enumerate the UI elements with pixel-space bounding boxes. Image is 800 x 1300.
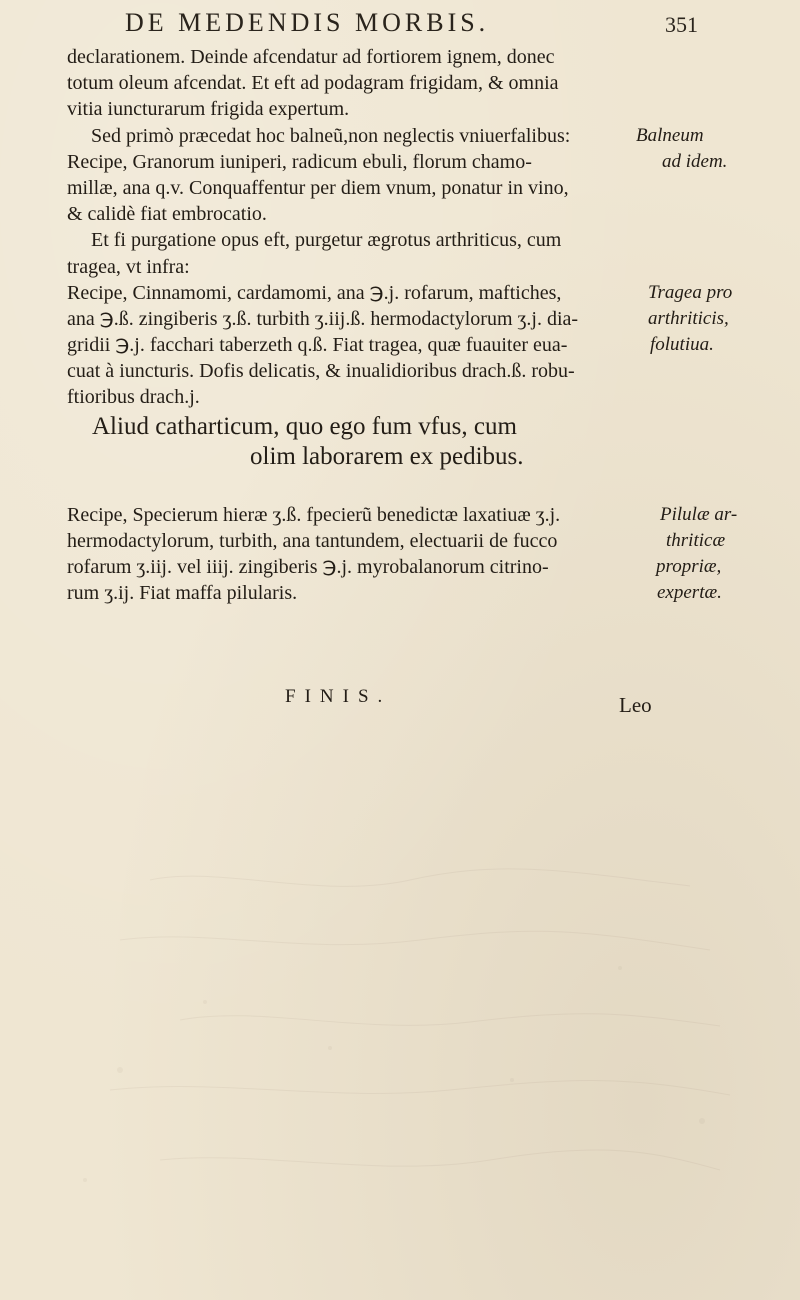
text-line-8: Et fi purgatione opus eft, purgetur ægrotus arthriticus, cum [91,229,562,251]
text-line-11: ana ℈.ß. zingiberis ʒ.ß. turbith ʒ.iij.ß. hermodactylorum ʒ.j. dia- [67,308,579,330]
text-line-18: rum ʒ.ij. Fiat maffa pilularis. [67,582,298,604]
text-line-16: hermodactylorum, turbith, ana tantundem, electuarii de fucco [67,530,558,552]
margin-note-pilulae-ar: Pilulæ ar- [660,504,738,525]
text-line-2: totum oleum afcendat. Et eft ad podagram frigidam, & omnia [67,72,559,94]
text-line-14: ftioribus drach.j. [67,386,200,408]
margin-note-solutiua: folutiua. [650,334,714,355]
margin-note-thriticae: thriticæ [666,530,726,551]
text-line-10: Recipe, Cinnamomi, cardamomi, ana ℈.j. rofarum, maftiches, [67,282,562,304]
text-line-4: Sed primò præcedat hoc balneũ,non neglectis vniuerfalibus: [91,125,571,147]
text-line-17: rofarum ʒ.iij. vel iiij. zingiberis ℈.j. myrobalanorum citrino- [67,556,549,578]
margin-note-tragea-pro: Tragea pro [648,282,733,303]
margin-note-ad-idem: ad idem. [662,151,728,172]
margin-note-balneum: Balneum [636,125,704,146]
running-title: DE MEDENDIS MORBIS. [125,8,490,37]
margin-note-arthriticis: arthriticis, [648,308,729,329]
text-line-5: Recipe, Granorum iuniperi, radicum ebuli, florum chamo- [67,151,532,173]
show-through-ink [0,730,800,1300]
text-line-15: Recipe, Specierum hieræ ʒ.ß. fpecierũ benedictæ laxatiuæ ʒ.j. [67,504,561,526]
text-line-9: tragea, vt infra: [67,256,190,278]
text-line-13: cuat à iuncturis. Dofis delicatis, & inualidioribus drach.ß. robu- [67,360,575,382]
subheading-line-1: Aliud catharticum, quo ego fum vfus, cum [92,413,517,440]
subheading-line-2: olim laborarem ex pedibus. [250,443,524,470]
text-line-6: millæ, ana q.v. Conquaffentur per diem vnum, ponatur in vino, [67,177,569,199]
text-line-7: & calidè fiat embrocatio. [67,203,267,225]
text-line-12: gridii ℈.j. facchari taberzeth q.ß. Fiat tragea, quæ fuauiter eua- [67,334,568,356]
running-head [0,8,800,42]
text-line-3: vitia iuncturarum frigida expertum. [67,98,350,120]
finis-marker: FINIS. [285,686,392,707]
page-number: 351 [665,12,698,37]
text-line-1: declarationem. Deinde afcendatur ad fortiorem ignem, donec [67,46,555,68]
margin-note-propriae: propriæ, [656,556,722,577]
margin-note-expertae: expertæ. [657,582,722,603]
catchword: Leo [619,693,652,717]
